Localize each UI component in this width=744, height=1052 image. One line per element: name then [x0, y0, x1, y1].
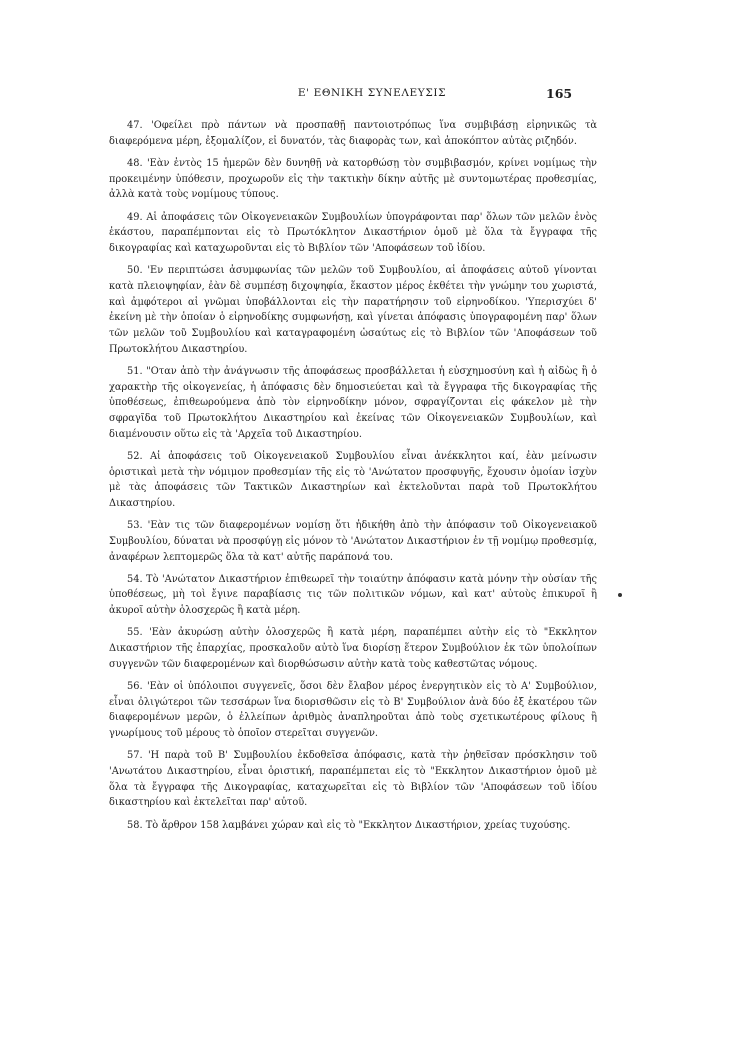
- article-54: 54. Τὸ 'Ανώτατον Δικαστήριον ἐπιθεωρεῖ τὴν τοιαύτην ἀπόφασιν κατὰ μόνην τὴν οὐσίαν τῆς ὑποθέσεως, μὴ τοὶ ἔγινε παραβίασις τις τῶν πολιτικῶν νόμων, καὶ κατ' αὐτοὺς ἐπικυροῖ ἢ ἀκυροῖ αὐτὴν ὁλοσχερῶς ἢ κατὰ μέρη.: [109, 573, 597, 617]
- article-53: 53. 'Εὰν τις τῶν διαφερομένων νομίσῃ ὅτι ἠδικήθη ἀπὸ τὴν ἀπόφασιν τοῦ Οἰκογενειακοῦ Συμβουλίου, δύναται νὰ προσφύγῃ εἰς μόνον τὸ 'Ανώτατον Δικαστήριον ἐν τῇ νομίμῳ προθεσμίᾳ, ἀναφέρων λεπτομερῶς ὅλα τὰ κατ' αὐτῆς παράπονά του.: [109, 520, 597, 563]
- scan-speck: [618, 593, 622, 597]
- article-47: 47. 'Οφείλει πρὸ πάντων νὰ προσπαθῇ παντοιοτρόπως ἵνα συμβιβάσῃ εἰρηνικῶς τὰ διαφερόμενα μέρη, ἐξομαλίζον, εἰ δυνατόν, τὰς διαφορὰς των, καὶ ἀποκόπτον αὐτὰς ριζηδόν.: [109, 120, 597, 147]
- article-51: 51. "Οταν ἀπὸ τὴν ἀνάγνωσιν τῆς ἀποφάσεως προσβάλλεται ἡ εὐσχημοσύνη καὶ ἡ αἰδὼς ἢ ὁ χαρακτὴρ τῆς οἰκογενείας, ἡ ἀπόφασις δὲν δημοσιεύεται καὶ τὰ ἔγγραφα τῆς δικογραφίας τῆς ὑποθέσεως, ἐπιθεωρούμενα ἀπὸ τὸν εἰρηνοδίκην μόνον, σφραγίζονται εἰς φάκελον μὲ τὴν σφραγῖδα τοῦ Πρωτοκλήτου Δικαστηρίου καὶ ἐκείνας τῶν Οἰκογενειακῶν Συμβουλίων, καὶ διαμένουσιν οὕτω εἰς τὰ 'Αρχεῖα τοῦ Δικαστηρίου.: [109, 365, 597, 440]
- article-55: 55. 'Εὰν ἀκυρώσῃ αὐτὴν ὁλοσχερῶς ἢ κατὰ μέρη, παραπέμπει αὐτὴν εἰς τὸ "Εκκλητον Δικαστήριον τῆς ἐπαρχίας, προσκαλοῦν αὐτὸ ἵνα διορίσῃ ἕτερον Συμβούλιον ἐκ τῶν ὑπολοίπων συγγενῶν τῶν διαφερομένων καὶ διορθώσωσιν αὐτὴν κατὰ τοὺς καθεστῶτας νόμους.: [109, 627, 597, 670]
- page-header: [0, 86, 744, 106]
- article-52: 52. Αἱ ἀποφάσεις τοῦ Οἰκογενειακοῦ Συμβουλίου εἶναι ἀνέκκλητοι καί, ἐὰν μείνωσιν ὁριστικαὶ μετὰ τὴν νόμιμον προθεσμίαν τῆς εἰς τὸ 'Ανώτατον προσφυγῆς, ἔχουσιν ὁμοίαν ἰσχὺν μὲ τὰς ἀποφάσεις τῶν Τακτικῶν Δικαστηρίων καὶ ἐκτελοῦνται παρὰ τοῦ Πρωτοκλήτου Δικαστηρίου.: [109, 450, 597, 509]
- article-56: 56. 'Εὰν οἱ ὑπόλοιποι συγγενεῖς, ὅσοι δὲν ἔλαβον μέρος ἐνεργητικὸν εἰς τὸ Α' Συμβούλιον, εἶναι ὀλιγώτεροι τῶν τεσσάρων ἵνα διορισθῶσιν εἰς τὸ Β' Συμβούλιον ἀνὰ δύο ἐξ ἑκατέρου τῶν διαφερομένων μερῶν, ὁ ἐλλείπων ἀριθμὸς ἀναπληροῦται ἀπὸ τοὺς σχετικωτέρους φίλους ἢ γνωρίμους τοῦ μέρους τὸ ὁποῖον στερεῖται συγγενῶν.: [109, 681, 597, 740]
- running-title: Ε' ΕΘΝΙΚΗ ΣΥΝΕΛΕΥΣΙΣ: [297, 87, 447, 99]
- article-body: [109, 118, 597, 840]
- page-number: 165: [546, 86, 573, 101]
- article-58: 58. Τὸ ἄρθρον 158 λαμβάνει χώραν καὶ εἰς τὸ "Εκκλητον Δικαστήριον, χρείας τυχούσης.: [127, 819, 571, 831]
- article-48: 48. 'Εὰν ἐντὸς 15 ἡμερῶν δὲν δυνηθῇ νὰ κατορθώσῃ τὸν συμβιβασμόν, κρίνει νομίμως τὴν προκειμένην ὑπόθεσιν, προχωροῦν εἰς τὴν τακτικὴν δίκην αὐτῆς μὲ συντομωτέρας προθεσμίας, ἀλλὰ κατὰ τοὺς νομίμους τύπους.: [109, 157, 597, 201]
- article-57: 57. 'Η παρὰ τοῦ Β' Συμβουλίου ἐκδοθεῖσα ἀπόφασις, κατὰ τὴν ῥηθεῖσαν πρόσκλησιν τοῦ 'Ανωτάτου Δικαστηρίου, εἶναι ὁριστική, παραπέμπεται εἰς τὸ "Εκκλητον Δικαστήριον ὁμοῦ μὲ ὅλα τὰ ἔγγραφα τῆς Δικογραφίας, καταχωρεῖται εἰς τὸ Βιβλίον τῶν 'Αποφάσεων τοῦ ἰδίου δικαστηρίου καὶ ἐκτελεῖται παρ' αὐτοῦ.: [109, 750, 597, 809]
- article-49: 49. Αἱ ἀποφάσεις τῶν Οἰκογενειακῶν Συμβουλίων ὑπογράφονται παρ' ὅλων τῶν μελῶν ἑνὸς ἑκάστου, παραπέμπονται εἰς τὸ Πρωτόκλητον Δικαστήριον ὁμοῦ μὲ ὅλα τὰ ἔγγραφα τῆς δικογραφίας καὶ καταχωροῦνται εἰς τὸ Βιβλίον τῶν 'Αποφάσεων τοῦ ἰδίου.: [109, 211, 597, 254]
- article-50: 50. 'Εν περιπτώσει ἀσυμφωνίας τῶν μελῶν τοῦ Συμβουλίου, αἱ ἀποφάσεις αὐτοῦ γίνονται κατὰ πλειοψηφίαν, ἐὰν δὲ συμπέσῃ διχοψηφία, ἕκαστον μέρος ἐκθέτει τὴν γνώμην του χωριστά, καὶ ἀμφότεροι αἱ γνῶμαι ὑποβάλλονται εἰς τὴν παρατήρησιν τοῦ εἰρηνοδίκου. 'Υπερισχύει δ' ἐκείνη μὲ τὴν ὁποίαν ὁ εἰρηνοδίκης συμφωνήσῃ, καὶ γίνεται ἀπόφασις ὑπογραφομένη παρ' ὅλων τῶν μελῶν τοῦ Συμβουλίου καὶ καταγραφομένη ὡσαύτως εἰς τὸ Βιβλίον τῶν 'Αποφάσεων τοῦ Πρωτοκλήτου Δικαστηρίου.: [109, 265, 597, 355]
